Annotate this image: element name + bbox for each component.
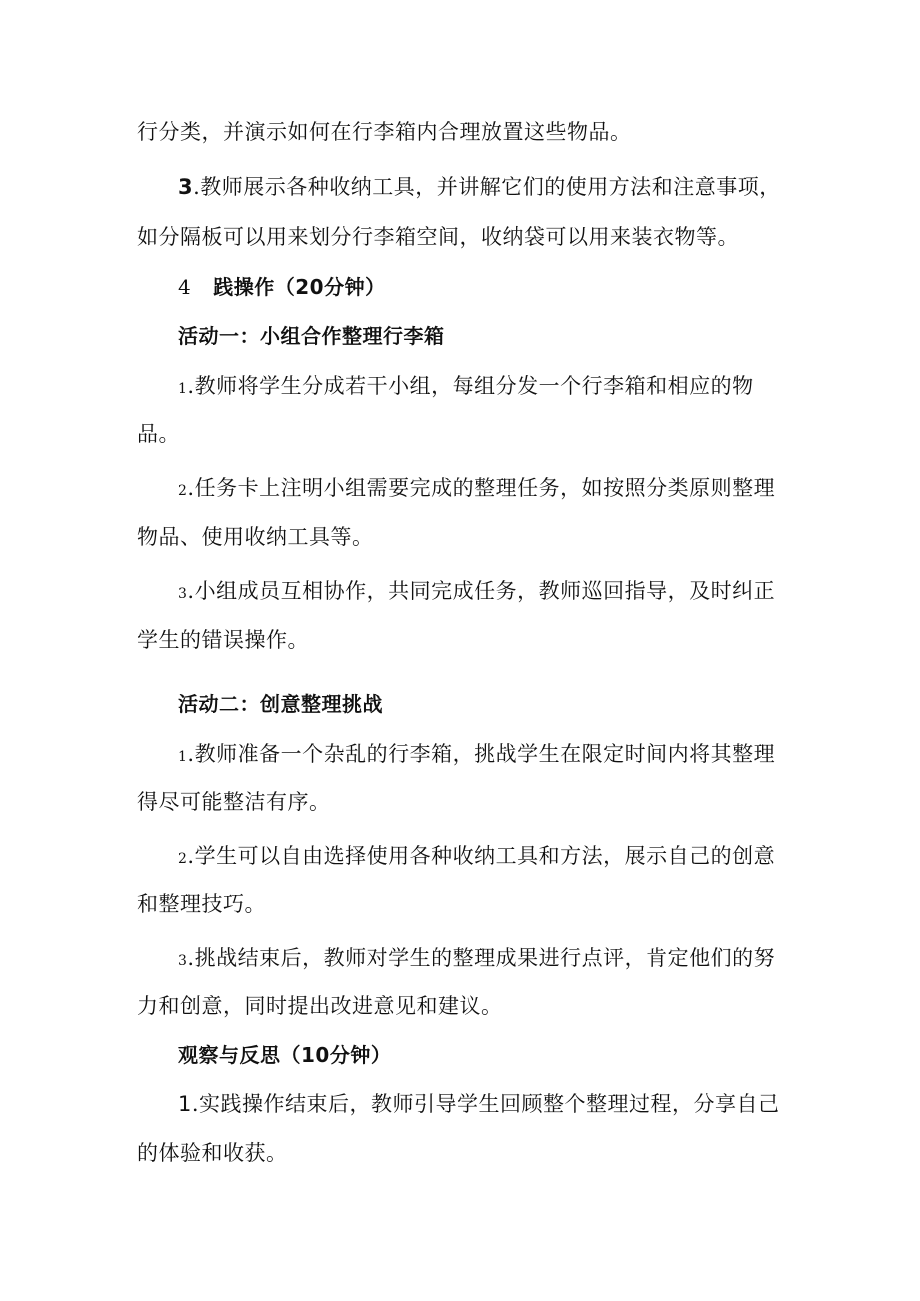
paragraph-continuation xyxy=(137,118,632,146)
item-number: 3 xyxy=(178,953,188,969)
item-number: 1 xyxy=(178,1092,192,1116)
section-title: 观察与反思（10分钟） xyxy=(178,1043,392,1067)
activity-1-item-2-line2 xyxy=(137,523,374,551)
text-line: .学生可以自由选择使用各种收纳工具和方法，展示自己的创意 xyxy=(187,844,776,868)
text-line: 的体验和收获。 xyxy=(137,1141,288,1165)
item-number: 2 xyxy=(178,851,188,867)
text-line: .教师准备一个杂乱的行李箱，挑战学生在限定时间内将其整理 xyxy=(187,742,776,766)
activity-2-title xyxy=(178,690,383,718)
text-line: 如分隔板可以用来划分行李箱空间，收纳袋可以用来装衣物等。 xyxy=(137,225,739,249)
text-line: .挑战结束后，教师对学生的整理成果进行点评，肯定他们的努 xyxy=(187,946,776,970)
text-line: .教师将学生分成若干小组，每组分发一个行李箱和相应的物 xyxy=(187,374,754,398)
activity-2-item-3-line2 xyxy=(137,992,503,1020)
section-number: 4 xyxy=(178,275,192,299)
text-line: 品。 xyxy=(137,422,180,446)
text-line: 物品、使用收纳工具等。 xyxy=(137,525,374,549)
activity-1-item-2-line1 xyxy=(178,474,775,505)
activity-2-item-3-line1 xyxy=(178,944,775,975)
activity-1-title xyxy=(178,322,445,350)
text-line: .教师展示各种收纳工具，并讲解它们的使用方法和注意事项， xyxy=(193,175,781,199)
text-line: 学生的错误操作。 xyxy=(137,628,309,652)
step-number: 3 xyxy=(178,175,194,199)
activity-1-item-1-line2 xyxy=(137,420,180,448)
text-line: 得尽可能整洁有序。 xyxy=(137,790,331,814)
text-line: .小组成员互相协作，共同完成任务，教师巡回指导，及时纠正 xyxy=(187,579,776,603)
reflection-item-1-line1 xyxy=(178,1090,780,1118)
text-line: .实践操作结束后，教师引导学生回顾整个整理过程，分享自己 xyxy=(191,1092,780,1116)
activity-1-item-1-line1 xyxy=(178,372,754,403)
text-line: 力和创意，同时提出改进意见和建议。 xyxy=(137,994,503,1018)
activity-1-item-3-line2 xyxy=(137,626,309,654)
item-number: 3 xyxy=(178,586,188,602)
item-number: 1 xyxy=(178,749,188,765)
step-3-line2 xyxy=(137,223,739,251)
activity-title: 活动一：小组合作整理行李箱 xyxy=(178,324,445,348)
activity-2-item-2-line1 xyxy=(178,842,775,873)
activity-1-item-3-line1 xyxy=(178,577,775,608)
item-number: 2 xyxy=(178,483,188,499)
reflection-title xyxy=(178,1041,391,1069)
activity-2-item-1-line1 xyxy=(178,740,775,771)
activity-2-item-1-line2 xyxy=(137,788,331,816)
text-line: 和整理技巧。 xyxy=(137,892,266,916)
activity-2-item-2-line2 xyxy=(137,890,266,918)
activity-title: 活动二：创意整理挑战 xyxy=(178,692,383,716)
text-line: .任务卡上注明小组需要完成的整理任务，如按照分类原则整理 xyxy=(187,476,776,500)
step-3-line1 xyxy=(178,173,781,201)
item-number: 1 xyxy=(178,381,188,397)
text-line: 行分类，并演示如何在行李箱内合理放置这些物品。 xyxy=(137,120,632,144)
section-title: 践操作（20分钟） xyxy=(213,275,386,299)
section-4-heading xyxy=(178,273,386,301)
reflection-item-1-line2 xyxy=(137,1139,288,1167)
